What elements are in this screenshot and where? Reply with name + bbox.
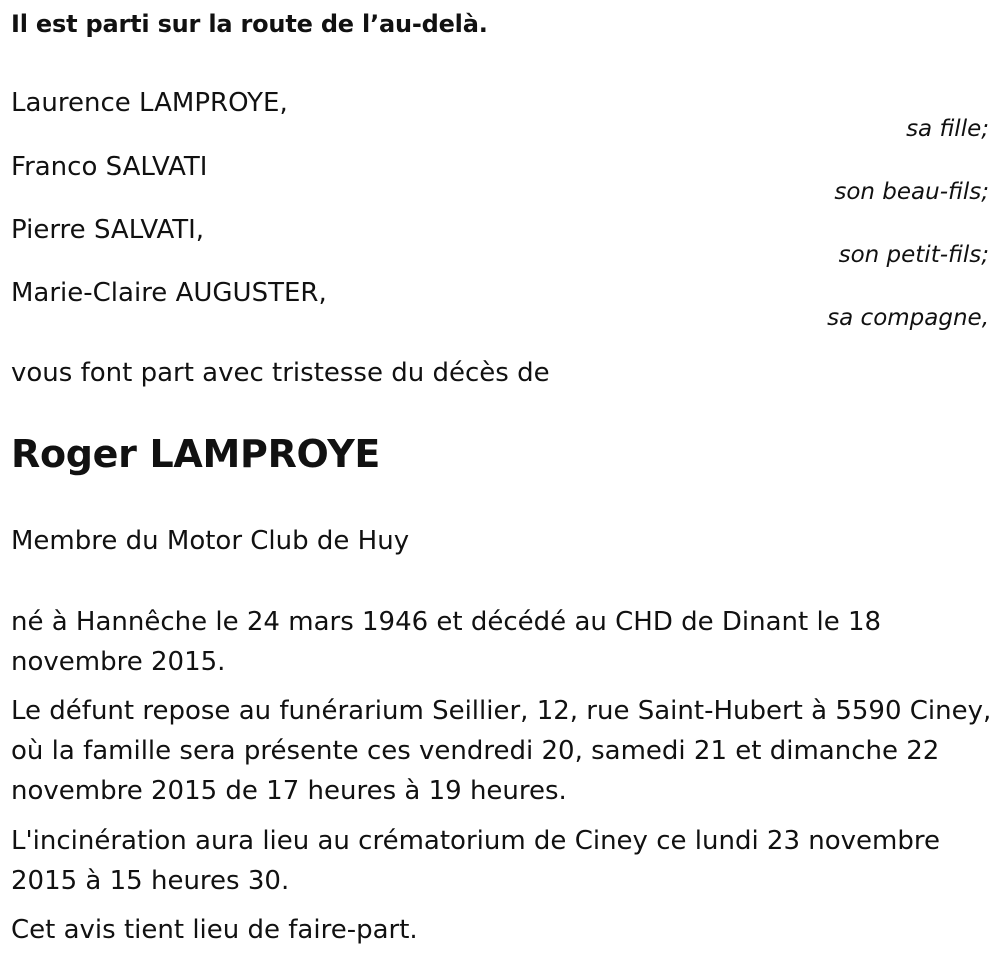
opening-heading: Il est parti sur la route de l’au-delà. <box>11 10 488 38</box>
visitation-paragraph: Le défunt repose au funérarium Seillier, 12, rue Saint-Hubert à 5590 Ciney, où la famille sera présente ces vendredi 20, samedi 21 et dimanche 22 novembre 2015 de 17 heures à 19 heures. <box>11 696 992 806</box>
family-member-relation: sa fille; <box>906 116 989 142</box>
announcement-text: vous font part avec tristesse du décès de <box>11 358 550 388</box>
family-member-name: Pierre SALVATI, <box>11 215 205 245</box>
family-member-name: Marie-Claire AUGUSTER, <box>11 278 327 308</box>
family-member-relation: sa compagne, <box>827 305 989 331</box>
membership-text: Membre du Motor Club de Huy <box>11 526 410 556</box>
birth-death-paragraph: né à Hannêche le 24 mars 1946 et décédé au CHD de Dinant le 18 novembre 2015. <box>11 607 882 677</box>
notice-paragraph: Cet avis tient lieu de faire-part. <box>11 915 418 945</box>
family-member-relation: son beau-fils; <box>834 179 989 205</box>
family-member-name: Laurence LAMPROYE, <box>11 88 288 118</box>
deceased-name: Roger LAMPROYE <box>11 432 381 476</box>
cremation-paragraph: L'incinération aura lieu au crématorium de Ciney ce lundi 23 novembre 2015 à 15 heures 30. <box>11 826 940 896</box>
family-member-name: Franco SALVATI <box>11 152 208 182</box>
family-member-relation: son petit-fils; <box>838 242 989 268</box>
